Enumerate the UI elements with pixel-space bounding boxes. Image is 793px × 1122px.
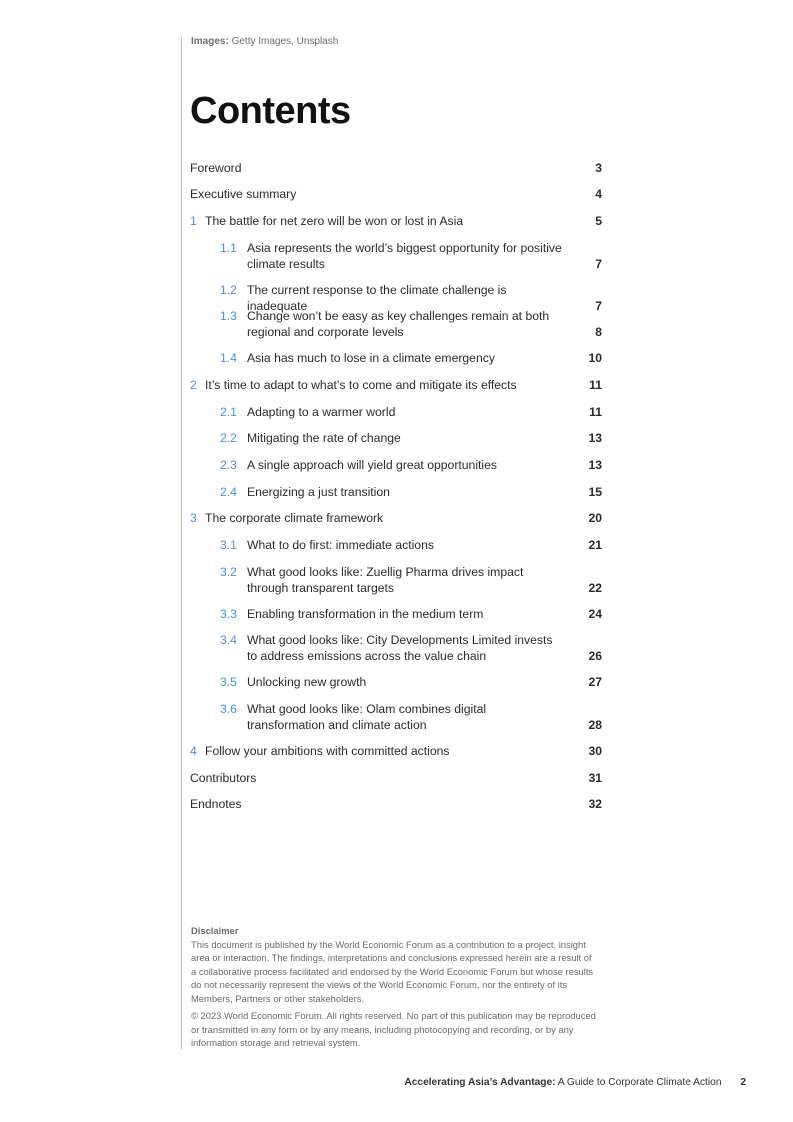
- toc-entry[interactable]: [190, 771, 602, 787]
- disclaimer-title: Disclaimer: [191, 925, 239, 936]
- page-title: Contents: [190, 90, 351, 132]
- toc-entry-page: 7: [595, 298, 602, 313]
- toc-entry-title: What to do first: immediate actions: [247, 538, 434, 552]
- toc-entry-number: 2.4: [220, 485, 237, 499]
- toc-entry-number: 1: [190, 214, 197, 228]
- toc-entry-title: What good looks like: Zuellig Pharma drives impact through transparent targets: [247, 565, 524, 595]
- toc-entry-title: Follow your ambitions with committed actions: [205, 744, 450, 758]
- toc-entry-number: 4: [190, 744, 197, 758]
- toc-entry-page: 5: [595, 214, 602, 228]
- toc-entry-title: Enabling transformation in the medium term: [247, 607, 484, 621]
- toc-entry[interactable]: [220, 241, 602, 272]
- toc-entry-page: 15: [588, 485, 602, 499]
- disclaimer: [191, 924, 596, 1050]
- toc-entry[interactable]: [220, 485, 602, 501]
- toc-entry[interactable]: [220, 431, 602, 447]
- toc-entry-number: 3.3: [220, 607, 237, 621]
- toc-entry-title: Unlocking new growth: [247, 675, 367, 689]
- toc-entry-page: 8: [595, 324, 602, 339]
- toc-entry-page: 31: [588, 771, 602, 785]
- toc-entry[interactable]: [220, 405, 602, 421]
- toc-entry-number: 3.1: [220, 538, 237, 552]
- footer-title-bold: Accelerating Asia’s Advantage:: [404, 1077, 556, 1088]
- toc-entry-title: Mitigating the rate of change: [247, 431, 401, 445]
- toc-entry-number: 2.2: [220, 431, 237, 445]
- toc-entry-number: 3.6: [220, 702, 237, 716]
- toc-entry-page: 21: [588, 538, 602, 552]
- toc-entry[interactable]: [220, 309, 602, 340]
- toc-entry[interactable]: [220, 702, 602, 733]
- toc-entry-page: 13: [588, 458, 602, 472]
- toc-entry-page: 28: [588, 717, 602, 732]
- toc-entry-page: 13: [588, 431, 602, 445]
- toc-entry-page: 11: [589, 378, 602, 392]
- toc-entry[interactable]: [190, 378, 602, 394]
- toc-entry-title: A single approach will yield great opportunities: [247, 458, 497, 472]
- toc-entry-number: 1.1: [220, 241, 237, 255]
- toc-entry-title: The current response to the climate challenge is inadequate: [247, 283, 507, 313]
- toc-entry-title: Asia has much to lose in a climate emergency: [247, 351, 495, 365]
- toc-entry-title: Change won’t be easy as key challenges remain at both regional and corporate levels: [247, 309, 550, 339]
- toc-entry[interactable]: [190, 744, 602, 760]
- toc-entry[interactable]: [190, 511, 602, 527]
- page-footer: [0, 1077, 746, 1088]
- toc-entry-title: Asia represents the world’s biggest opportunity for positive climate results: [247, 241, 562, 271]
- toc-entry-page: 24: [588, 607, 602, 621]
- toc-entry-title: Contributors: [190, 771, 257, 785]
- toc-entry[interactable]: [220, 675, 602, 691]
- toc-entry-number: 2: [190, 378, 197, 392]
- toc-entry[interactable]: [220, 351, 602, 367]
- toc-entry-title: Adapting to a warmer world: [247, 405, 396, 419]
- toc-entry-title: The battle for net zero will be won or lost in Asia: [205, 214, 464, 228]
- toc-entry-page: 27: [588, 675, 602, 689]
- toc-entry-number: 1.4: [220, 351, 237, 365]
- toc-entry-page: 3: [595, 161, 602, 175]
- page-number: 2: [740, 1077, 746, 1088]
- toc-entry[interactable]: [190, 187, 602, 203]
- toc-entry-title: Executive summary: [190, 187, 297, 201]
- toc-entry[interactable]: [220, 633, 602, 664]
- images-credit-label: Images:: [191, 36, 229, 47]
- toc-entry-title: It’s time to adapt to what’s to come and mitigate its effects: [205, 378, 517, 392]
- toc-entry-page: 10: [588, 351, 602, 365]
- toc-entry-title: Endnotes: [190, 797, 242, 811]
- toc-entry-number: 3: [190, 511, 197, 525]
- toc-entry-number: 2.3: [220, 458, 237, 472]
- toc-entry-page: 11: [589, 405, 602, 419]
- toc-entry-number: 1.3: [220, 309, 237, 323]
- toc-entry-title: The corporate climate framework: [205, 511, 384, 525]
- disclaimer-body: This document is published by the World Economic Forum as a contribution to a project, insight area or interaction. The findings, interpretations and conclusions expressed herein are a result of a collaborative process facilitated and endorsed by the World Economic Forum but whose results do not necessarily represent the views of the World Economic Forum, nor the entirety of its Members, Partners or other stakeholders.: [191, 938, 594, 1004]
- toc-entry[interactable]: [220, 458, 602, 474]
- copyright-notice: © 2023 World Economic Forum. All rights reserved. No part of this publication may be reproduced or transmitted in any form or by any means, including photocopying and recording, or by any information storage and retrieval system.: [191, 1010, 596, 1048]
- toc-entry-number: 3.5: [220, 675, 237, 689]
- toc-entry-page: 32: [588, 797, 602, 811]
- toc-entry[interactable]: [190, 214, 602, 230]
- toc-entry[interactable]: [220, 607, 602, 623]
- toc-entry[interactable]: [190, 797, 602, 813]
- toc-entry[interactable]: [190, 161, 602, 177]
- toc-entry[interactable]: [220, 538, 602, 554]
- toc-entry-number: 3.2: [220, 565, 237, 579]
- toc-entry-number: 2.1: [220, 405, 237, 419]
- footer-title-rest: A Guide to Corporate Climate Action: [557, 1077, 722, 1088]
- toc-entry-title: What good looks like: Olam combines digital transformation and climate action: [247, 702, 487, 732]
- toc-entry-number: 3.4: [220, 633, 237, 647]
- toc-entry[interactable]: [220, 565, 602, 596]
- toc-entry-page: 30: [588, 744, 602, 758]
- toc-entry-page: 7: [595, 256, 602, 271]
- toc-entry-title: Foreword: [190, 161, 242, 175]
- toc-entry-number: 1.2: [220, 283, 237, 297]
- toc-entry-page: 22: [588, 580, 602, 595]
- toc-entry-title: Energizing a just transition: [247, 485, 390, 499]
- toc-entry-title: What good looks like: City Developments Limited invests to address emissions across the value chain: [247, 633, 553, 663]
- images-credit-value: Getty Images, Unsplash: [231, 36, 339, 47]
- toc-entry-page: 20: [588, 511, 602, 525]
- toc-entry-page: 26: [588, 648, 602, 663]
- toc-entry-page: 4: [595, 187, 602, 201]
